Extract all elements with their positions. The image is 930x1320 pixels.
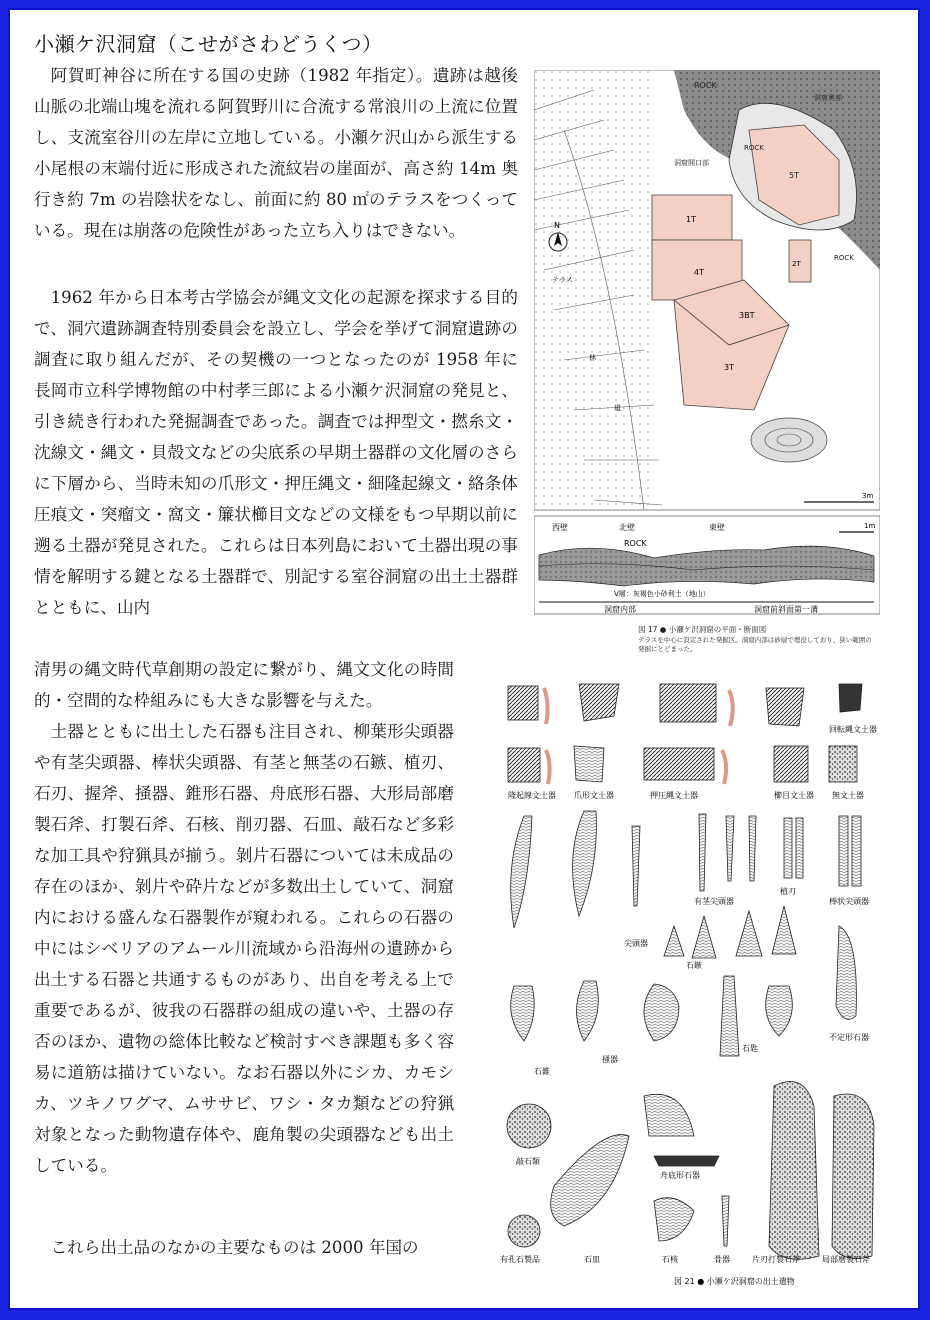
section-bottom-right: 洞窟前斜面第一溝 bbox=[754, 605, 818, 614]
arrowheads bbox=[664, 906, 796, 958]
paragraph-excavation: 1962 年から日本考古学協会が縄文文化の起源を探求する目的で、洞穴遺跡調査特別委員会を設立し、学会を挙げて洞窟遺跡の調査に取り組んだが、その契機の一つとなったのが 1958 年に長岡市立科学博物館の中村孝三郎による小瀬ケ沢洞窟の発見と、引き続き行われた発掘調査であった。調査では押型文・撚糸文・沈線文・縄文・貝殻文などの尖底系の早期土器群の文化層のさらに下層から、当時未知の爪形文・押圧縄文・細隆起線文・絡条体圧痕文・突瘤文・窩文・簾状櫛目文などの文様をもつ早期以前に遡る土器が発見された。これらは日本列島において土器出現の事情を解明する鍵となる土器群で、別記する室谷洞窟の出土土器群とともに、山内 bbox=[34, 288, 518, 617]
section-north-label: 北壁 bbox=[619, 523, 635, 532]
entrance-label: 洞窟開口部 bbox=[674, 159, 709, 167]
label-yuko: 有孔石製品 bbox=[500, 1255, 540, 1264]
figure-21-artifacts bbox=[484, 666, 904, 1298]
north-label: N bbox=[554, 221, 560, 230]
boat-tool-2 bbox=[654, 1156, 719, 1166]
core bbox=[654, 1198, 694, 1241]
stone-dish bbox=[551, 1135, 629, 1226]
pottery-row-2 bbox=[508, 746, 857, 784]
grid-label-3t: 3T bbox=[724, 363, 734, 372]
rock-label-2: ROCK bbox=[744, 144, 764, 152]
label-kakiki: 掻器 bbox=[602, 1055, 618, 1064]
label-sekizoku: 石鏃 bbox=[686, 961, 702, 970]
label-oatsu: 押圧縄文土器 bbox=[650, 791, 698, 800]
label-tsume: 爪形文土器 bbox=[574, 791, 614, 800]
label-sekikaku: 石核 bbox=[662, 1255, 678, 1264]
rock-label-3: ROCK bbox=[834, 254, 854, 262]
label-funazoko: 舟底形石器 bbox=[660, 1171, 700, 1180]
label-shokujin: 植刃 bbox=[780, 887, 796, 896]
label-sento: 尖頭器 bbox=[624, 939, 648, 948]
amorphous-tool bbox=[836, 926, 856, 1019]
page bbox=[8, 8, 920, 1310]
figure-21-caption: 図 21 ● 小瀬ケ沢洞窟の出土遺物 bbox=[674, 1277, 795, 1286]
rock-outcrop bbox=[751, 418, 827, 462]
section-scale-label: 1m bbox=[864, 522, 876, 530]
label-mumon: 無文土器 bbox=[832, 791, 864, 800]
pottery-row-1 bbox=[508, 684, 862, 726]
label-kaiten: 回転縄文土器 bbox=[829, 725, 877, 734]
grid-label-5t: 5T bbox=[789, 171, 799, 180]
paragraph-designation: これら出土品のなかの主要なものは 2000 年国の bbox=[50, 1238, 419, 1257]
grid-label-4t: 4T bbox=[694, 268, 704, 277]
grid-label-3bt: 3BT bbox=[739, 311, 755, 320]
page-title: 小瀬ケ沢洞窟（こせがさわどうくつ） bbox=[34, 32, 383, 56]
paragraph-location: 阿賀町神谷に所在する国の史跡（1982 年指定）。遺跡は越後山脈の北端山塊を流れる阿賀野川に合流する常浪川の上流に位置し、支流室谷川の左岸に立地している。小瀬ケ沢山から派生する小尾根の末端付近に形成された流紋岩の崖面が、高さ約 14m 奥行き約 7m の岩陰状をなし、前面に約 80 ㎡のテラスをつくっている。現在は崩落の危険性があった立ち入りはできない。 bbox=[34, 66, 518, 240]
label-kyokubu: 局部磨製石斧 bbox=[822, 1255, 870, 1264]
label-ryuki: 隆起線文土器 bbox=[508, 791, 556, 800]
section-east-label: 東壁 bbox=[709, 523, 725, 532]
label-futei: 不定形石器 bbox=[829, 1033, 869, 1042]
label-kokki: 骨器 bbox=[714, 1255, 730, 1264]
grid-label-1t: 1T bbox=[686, 215, 696, 224]
perforated-stone bbox=[508, 1215, 540, 1247]
label-tataki: 敲石類 bbox=[516, 1157, 540, 1166]
section-layer-v: V層：灰褐色小砂利土（地山） bbox=[614, 590, 710, 598]
boat-tool-1 bbox=[644, 1094, 694, 1136]
cave-label: 洞窟奥部 bbox=[814, 94, 842, 102]
grid-label-2t: 2T bbox=[792, 260, 801, 268]
forest-label: 林 bbox=[589, 354, 596, 362]
section-bottom-left: 洞窟内部 bbox=[604, 605, 636, 614]
label-sekihi: 石匙 bbox=[742, 1044, 758, 1053]
axe-2 bbox=[832, 1094, 874, 1258]
section-rock-label: ROCK bbox=[624, 539, 647, 548]
axe-1 bbox=[769, 1082, 819, 1260]
label-kushime: 櫛目文土器 bbox=[774, 791, 814, 800]
figure-17-plan-section bbox=[534, 70, 880, 660]
bone-tool bbox=[722, 1196, 729, 1246]
label-sekikiri: 石錐 bbox=[534, 1067, 550, 1076]
paragraph-impact: 清男の縄文時代草創期の設定に繋がり、縄文文化の時間的・空間的な枠組みにも大きな影響を与えた。 bbox=[34, 660, 454, 710]
figure-17-caption-title: 図 17 ● 小瀬ケ沢洞窟の平面・断面図 bbox=[638, 625, 767, 634]
hammerstone bbox=[507, 1104, 551, 1148]
terrace-label: テラス bbox=[552, 276, 573, 284]
paragraph-stone-tools: 土器とともに出土した石器も注目され、柳葉形尖頭器や有茎尖頭器、棒状尖頭器、有茎と無茎の石鏃、植刃、石刃、握斧、掻器、錐形石器、舟底形石器、大形局部磨製石斧、打製石斧、石核、削刃器、石皿、敲石など多彩な加工具や狩猟具が揃う。剝片石器については未成品の存在のほか、剝片や砕片などが多数出土していて、洞窟内における盛んな石器製作が窺われる。これらの石器の中にはシベリアのアムール川流域から沿海州の遺跡から出土する石器と共通するものがあり、出自を考える上で重要であるが、彼我の石器群の組成の違いや、土器の存否のほか、遺物の総体比較など検討すべき課題も多く容易に道筋は描けていない。なお石器以外にシカ、カモシカ、ツキノワグマ、ムササビ、ワシ・タカ類などの狩猟対象となった動物遺存体や、鹿角製の尖頭器なども出土している。 bbox=[34, 722, 454, 1175]
label-yukei: 有茎尖頭器 bbox=[694, 897, 734, 906]
section-west-label: 西壁 bbox=[552, 523, 568, 532]
rock-label-1: ROCK bbox=[694, 81, 717, 90]
plan-scale-label: 3m bbox=[862, 492, 874, 500]
points-row bbox=[511, 811, 861, 928]
label-sekisara: 石皿 bbox=[584, 1255, 600, 1264]
label-katajin: 片刃打製石斧 bbox=[752, 1255, 800, 1264]
path-label: 道 bbox=[614, 404, 621, 412]
figure-17-caption-text: テラスを中心に設定された発掘区。洞窟内部は砂層で埋没しており、狭い範囲の発掘にとどまった。 bbox=[638, 636, 872, 653]
label-bojo: 棒状尖頭器 bbox=[829, 897, 869, 906]
